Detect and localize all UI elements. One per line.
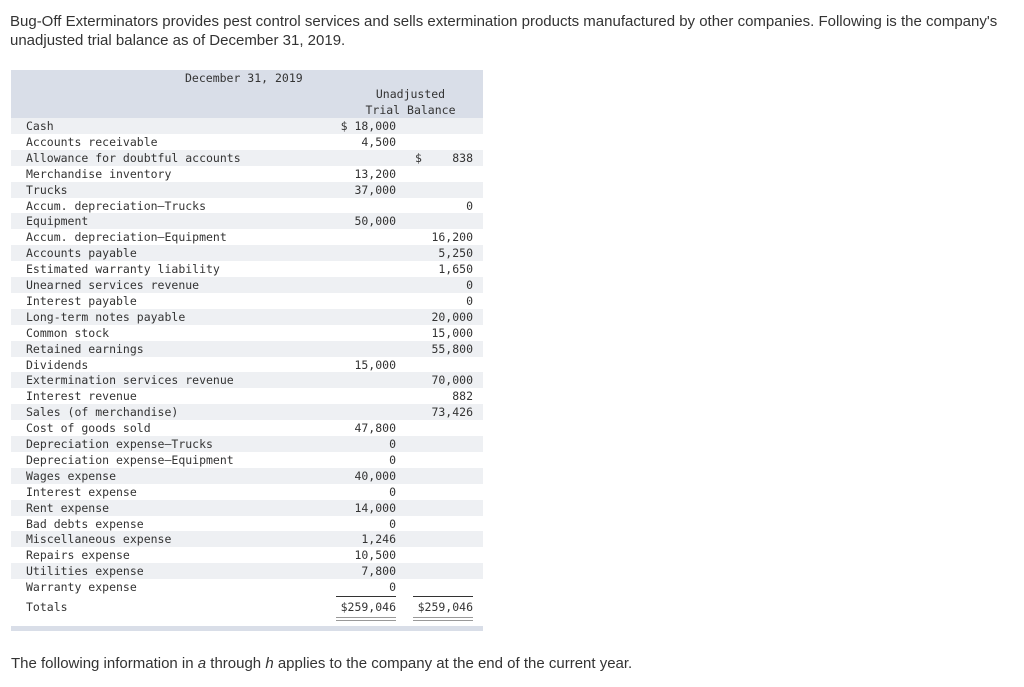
totals-label: Totals [26, 600, 68, 614]
account-name: Unearned services revenue [26, 278, 200, 292]
table-row [11, 229, 483, 245]
credit-amount: 5,250 [438, 246, 473, 261]
account-name: Bad debts expense [26, 516, 144, 531]
account-name: Accounts payable [26, 246, 137, 261]
debit-amount: 0 [389, 580, 396, 595]
credit-amount: 70,000 [431, 373, 473, 388]
account-name: Cost of goods sold [26, 421, 151, 436]
totals-debit: $259,046 [340, 600, 396, 614]
account-name: Utilities expense [26, 564, 144, 579]
table-row [11, 372, 483, 388]
footer-text-mid: through [206, 655, 266, 672]
trial-balance-table [11, 70, 483, 631]
date-header: December 31, 2019 [185, 71, 303, 85]
credit-amount: 55,800 [431, 341, 473, 356]
debit-amount: 40,000 [354, 468, 396, 483]
debit-amount: $ 18,000 [340, 119, 396, 133]
table-row [11, 357, 483, 373]
account-name: Allowance for doubtful accounts [26, 150, 241, 165]
debit-amount: 13,200 [354, 166, 396, 181]
account-name: Merchandise inventory [26, 166, 172, 181]
table-row [11, 531, 483, 547]
table-header [11, 70, 483, 118]
account-name: Retained earnings [26, 341, 144, 356]
table-row [11, 547, 483, 563]
credit-amount: 1,650 [438, 262, 473, 277]
account-name: Interest payable [26, 293, 137, 308]
totals-credit: $259,046 [417, 600, 473, 614]
debit-amount: 4,500 [361, 134, 396, 149]
account-name: Repairs expense [26, 548, 130, 563]
debit-amount: 0 [389, 452, 396, 467]
table-row [11, 516, 483, 532]
table-row [11, 118, 483, 134]
credit-amount: 0 [466, 278, 473, 292]
footer-text-before: The following information in [11, 655, 198, 672]
column-header-line1: Unadjusted [375, 87, 446, 101]
credit-amount: 0 [466, 293, 473, 308]
debit-double-rule [336, 617, 396, 621]
table-row [11, 484, 483, 500]
account-name: Dividends [26, 357, 89, 372]
account-name: Accounts receivable [26, 134, 158, 149]
table-row [11, 325, 483, 341]
account-name: Miscellaneous expense [26, 532, 172, 547]
table-row [11, 293, 483, 309]
account-name: Interest expense [26, 484, 137, 499]
table-row [11, 563, 483, 579]
table-row [11, 404, 483, 420]
table-footer-bar [11, 626, 483, 631]
credit-double-rule [413, 617, 473, 621]
debit-amount: 0 [389, 484, 396, 499]
debit-amount: 50,000 [354, 214, 396, 229]
credit-amount: 838 [452, 150, 473, 165]
table-row [11, 166, 483, 182]
credit-amount: 882 [452, 389, 473, 404]
debit-amount: 15,000 [354, 357, 396, 372]
footer-letter-h: h [265, 655, 274, 672]
account-name: Accum. depreciation—Trucks [26, 198, 207, 213]
totals-row [11, 599, 483, 615]
intro-paragraph: Bug-Off Exterminators provides pest control services and sells extermination products manufactured by other companies. Following is the company's unadjusted trial balance as of December 31, 2019. [10, 13, 998, 49]
credit-amount: 0 [466, 198, 473, 213]
debit-amount: 10,500 [354, 548, 396, 563]
table-row [11, 198, 483, 214]
account-name: Rent expense [26, 500, 110, 515]
column-header [338, 86, 483, 118]
table-row [11, 261, 483, 277]
credit-amount: 15,000 [431, 325, 473, 340]
table-row [11, 150, 483, 166]
account-name: Interest revenue [26, 389, 137, 404]
footer-letter-a: a [197, 655, 207, 672]
account-name: Accum. depreciation—Equipment [26, 230, 227, 245]
account-name: Trucks [26, 182, 68, 197]
debit-amount: 0 [389, 516, 396, 531]
debit-amount: 1,246 [361, 532, 396, 547]
table-row [11, 468, 483, 484]
account-name: Warranty expense [26, 580, 137, 595]
account-name: Depreciation expense—Equipment [26, 452, 234, 467]
account-name: Extermination services revenue [26, 373, 234, 388]
table-row [11, 245, 483, 261]
table-row [11, 579, 483, 595]
footer-text-after: applies to the company at the end of the current year. [273, 655, 633, 672]
table-row [11, 452, 483, 468]
debit-amount: 37,000 [354, 182, 396, 197]
credit-total-rule [413, 596, 473, 597]
account-name: Sales (of merchandise) [26, 405, 179, 420]
account-name: Common stock [26, 325, 110, 340]
table-row [11, 309, 483, 325]
table-row [11, 341, 483, 357]
column-header-line2: Trial Balance [365, 103, 456, 117]
table-row [11, 420, 483, 436]
account-name: Wages expense [26, 468, 117, 483]
account-name: Cash [26, 119, 54, 133]
footer-paragraph [11, 654, 1011, 673]
table-row [11, 388, 483, 404]
account-name: Equipment [26, 214, 89, 229]
table-row [11, 134, 483, 150]
credit-amount: 16,200 [431, 230, 473, 245]
debit-amount: 47,800 [354, 421, 396, 436]
account-name: Estimated warranty liability [26, 262, 220, 277]
debit-amount: 7,800 [361, 564, 396, 579]
table-row [11, 182, 483, 198]
table-row [11, 436, 483, 452]
account-name: Long-term notes payable [26, 309, 186, 324]
debit-amount: 14,000 [354, 500, 396, 515]
table-row [11, 500, 483, 516]
table-row [11, 213, 483, 229]
account-name: Depreciation expense—Trucks [26, 437, 213, 451]
credit-amount: 20,000 [431, 309, 473, 324]
debit-total-rule [336, 596, 396, 597]
debit-amount: 0 [389, 437, 396, 451]
credit-dollar-sign: $ [415, 150, 422, 165]
credit-amount: 73,426 [431, 405, 473, 420]
table-row [11, 277, 483, 293]
